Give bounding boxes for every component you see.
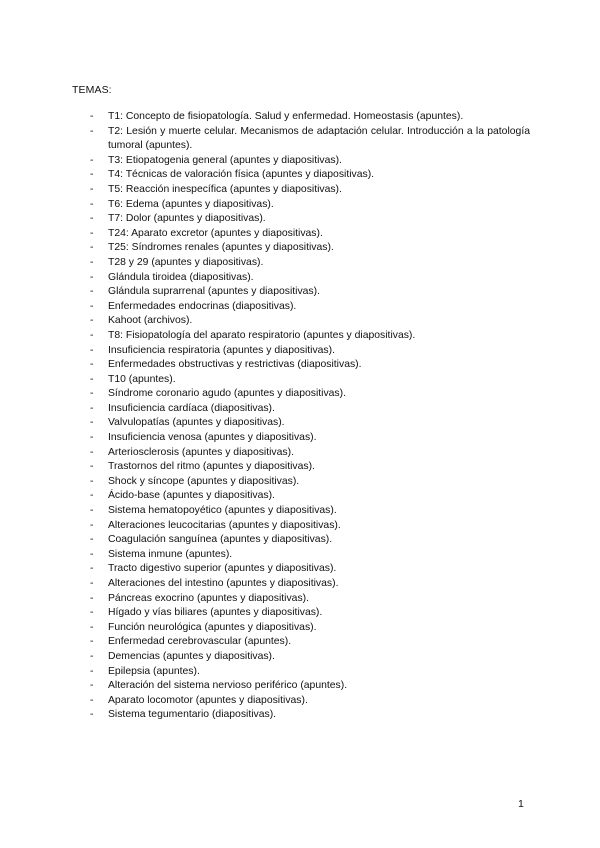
list-item: - T10 (apuntes).	[90, 373, 530, 388]
topic-list	[90, 110, 530, 723]
list-item: - T28 y 29 (apuntes y diapositivas).	[90, 256, 530, 271]
list-item: - T7: Dolor (apuntes y diapositivas).	[90, 212, 530, 227]
list-item: - Enfermedades endocrinas (diapositivas).	[90, 300, 530, 315]
list-item: - Sistema tegumentario (diapositivas).	[90, 708, 530, 723]
list-item: - T3: Etiopatogenia general (apuntes y diapositivas).	[90, 154, 530, 169]
list-item: - Aparato locomotor (apuntes y diapositivas).	[90, 694, 530, 709]
list-item: - Glándula suprarrenal (apuntes y diapositivas).	[90, 285, 530, 300]
list-item: - Enfermedad cerebrovascular (apuntes).	[90, 635, 530, 650]
list-item: - Kahoot (archivos).	[90, 314, 530, 329]
list-item: - Alteración del sistema nervioso periférico (apuntes).	[90, 679, 530, 694]
list-item: - Arteriosclerosis (apuntes y diapositivas).	[90, 446, 530, 461]
list-item: - Tracto digestivo superior (apuntes y diapositivas).	[90, 562, 530, 577]
list-item: - Alteraciones del intestino (apuntes y diapositivas).	[90, 577, 530, 592]
list-item: - Páncreas exocrino (apuntes y diapositivas).	[90, 592, 530, 607]
list-item: - Epilepsia (apuntes).	[90, 665, 530, 680]
list-item: - Insuficiencia cardíaca (diapositivas).	[90, 402, 530, 417]
list-item: - Sistema inmune (apuntes).	[90, 548, 530, 563]
list-item: - T24: Aparato excretor (apuntes y diapositivas).	[90, 227, 530, 242]
list-item: - Coagulación sanguínea (apuntes y diapositivas).	[90, 533, 530, 548]
list-item: - Insuficiencia respiratoria (apuntes y diapositivas).	[90, 344, 530, 359]
list-item: - Hígado y vías biliares (apuntes y diapositivas).	[90, 606, 530, 621]
section-heading: TEMAS:	[72, 84, 112, 96]
list-item: - Glándula tiroidea (diapositivas).	[90, 271, 530, 286]
list-item: - Ácido-base (apuntes y diapositivas).	[90, 489, 530, 504]
list-item: - Shock y síncope (apuntes y diapositivas).	[90, 475, 530, 490]
list-item: - T5: Reacción inespecífica (apuntes y diapositivas).	[90, 183, 530, 198]
list-item: - Función neurológica (apuntes y diapositivas).	[90, 621, 530, 636]
list-item: - Valvulopatías (apuntes y diapositivas).	[90, 416, 530, 431]
list-item: - Enfermedades obstructivas y restrictivas (diapositivas).	[90, 358, 530, 373]
list-item: - Trastornos del ritmo (apuntes y diapositivas).	[90, 460, 530, 475]
list-item: - Alteraciones leucocitarias (apuntes y diapositivas).	[90, 519, 530, 534]
list-item: - Insuficiencia venosa (apuntes y diapositivas).	[90, 431, 530, 446]
list-item: - T2: Lesión y muerte celular. Mecanismos de adaptación celular. Introducción a la patología tumoral (apuntes).	[90, 125, 530, 154]
list-item: - Demencias (apuntes y diapositivas).	[90, 650, 530, 665]
page-number: 1	[518, 798, 524, 810]
list-item: - T8: Fisiopatología del aparato respiratorio (apuntes y diapositivas).	[90, 329, 530, 344]
list-item: - T1: Concepto de fisiopatología. Salud y enfermedad. Homeostasis (apuntes).	[90, 110, 530, 125]
list-item: - T4: Técnicas de valoración física (apuntes y diapositivas).	[90, 168, 530, 183]
list-item: - T25: Síndromes renales (apuntes y diapositivas).	[90, 241, 530, 256]
list-item: - Síndrome coronario agudo (apuntes y diapositivas).	[90, 387, 530, 402]
list-item: - T6: Edema (apuntes y diapositivas).	[90, 198, 530, 213]
list-item: - Sistema hematopoyético (apuntes y diapositivas).	[90, 504, 530, 519]
